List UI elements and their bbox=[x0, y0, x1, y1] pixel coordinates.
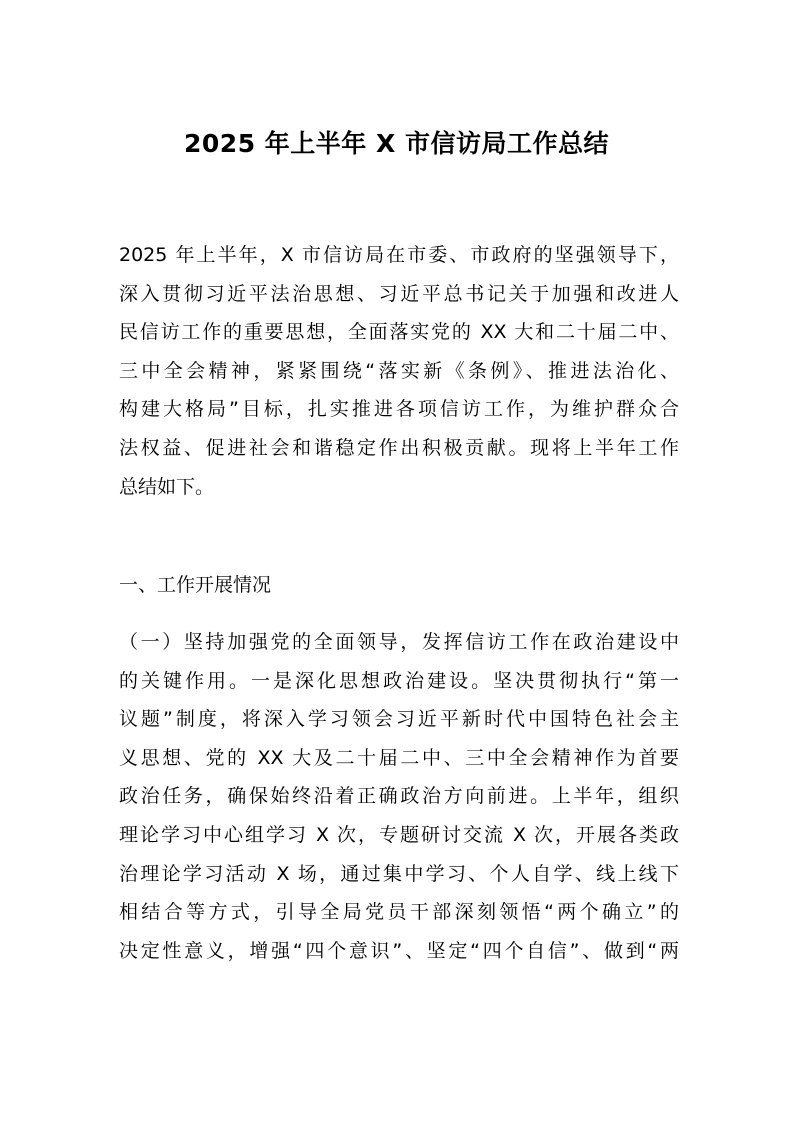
paragraph-line: 2025 年上半年，X 市信访局在市委、市政府的坚强领导下， bbox=[119, 244, 679, 266]
section-paragraph bbox=[119, 623, 679, 970]
paragraph-line: 政治任务，确保始终沿着正确政治方向前进。上半年，组织 bbox=[119, 785, 679, 808]
section-heading-text: 一、工作开展情况 bbox=[119, 574, 272, 596]
document-title: 2025 年上半年 X 市信访局工作总结 bbox=[184, 129, 609, 158]
intro-paragraph bbox=[119, 236, 679, 506]
paragraph-line: 总结如下。 bbox=[119, 475, 215, 498]
paragraph-line: 深入贯彻习近平法治思想、习近平总书记关于加强和改进人 bbox=[119, 282, 679, 305]
paragraph-line: 民信访工作的重要思想，全面落实党的 XX 大和二十届二中、 bbox=[119, 321, 679, 344]
paragraph-line: 构建大格局”目标，扎实推进各项信访工作，为维护群众合 bbox=[119, 398, 679, 421]
paragraph-line: 相结合等方式，引导全局党员干部深刻领悟“两个确立”的 bbox=[119, 901, 679, 924]
paragraph-line: （一）坚持加强党的全面领导，发挥信访工作在政治建设中 bbox=[119, 631, 679, 653]
section-heading bbox=[119, 566, 679, 605]
paragraph-line: 法权益、促进社会和谐稳定作出积极贡献。现将上半年工作 bbox=[119, 436, 679, 459]
paragraph-line: 议题”制度，将深入学习领会习近平新时代中国特色社会主 bbox=[119, 708, 679, 731]
paragraph-line: 三中全会精神，紧紧围绕“落实新《条例》、推进法治化、 bbox=[119, 359, 679, 382]
paragraph-line: 治理论学习活动 X 场，通过集中学习、个人自学、线上线下 bbox=[119, 862, 679, 885]
paragraph-line: 决定性意义，增强“四个意识”、坚定“四个自信”、做到“两 bbox=[119, 939, 679, 962]
paragraph-line: 义思想、党的 XX 大及二十届二中、三中全会精神作为首要 bbox=[119, 746, 679, 769]
paragraph-line: 理论学习中心组学习 X 次，专题研讨交流 X 次，开展各类政 bbox=[119, 823, 679, 846]
paragraph-line: 的关键作用。一是深化思想政治建设。坚决贯彻执行“第一 bbox=[119, 669, 679, 692]
